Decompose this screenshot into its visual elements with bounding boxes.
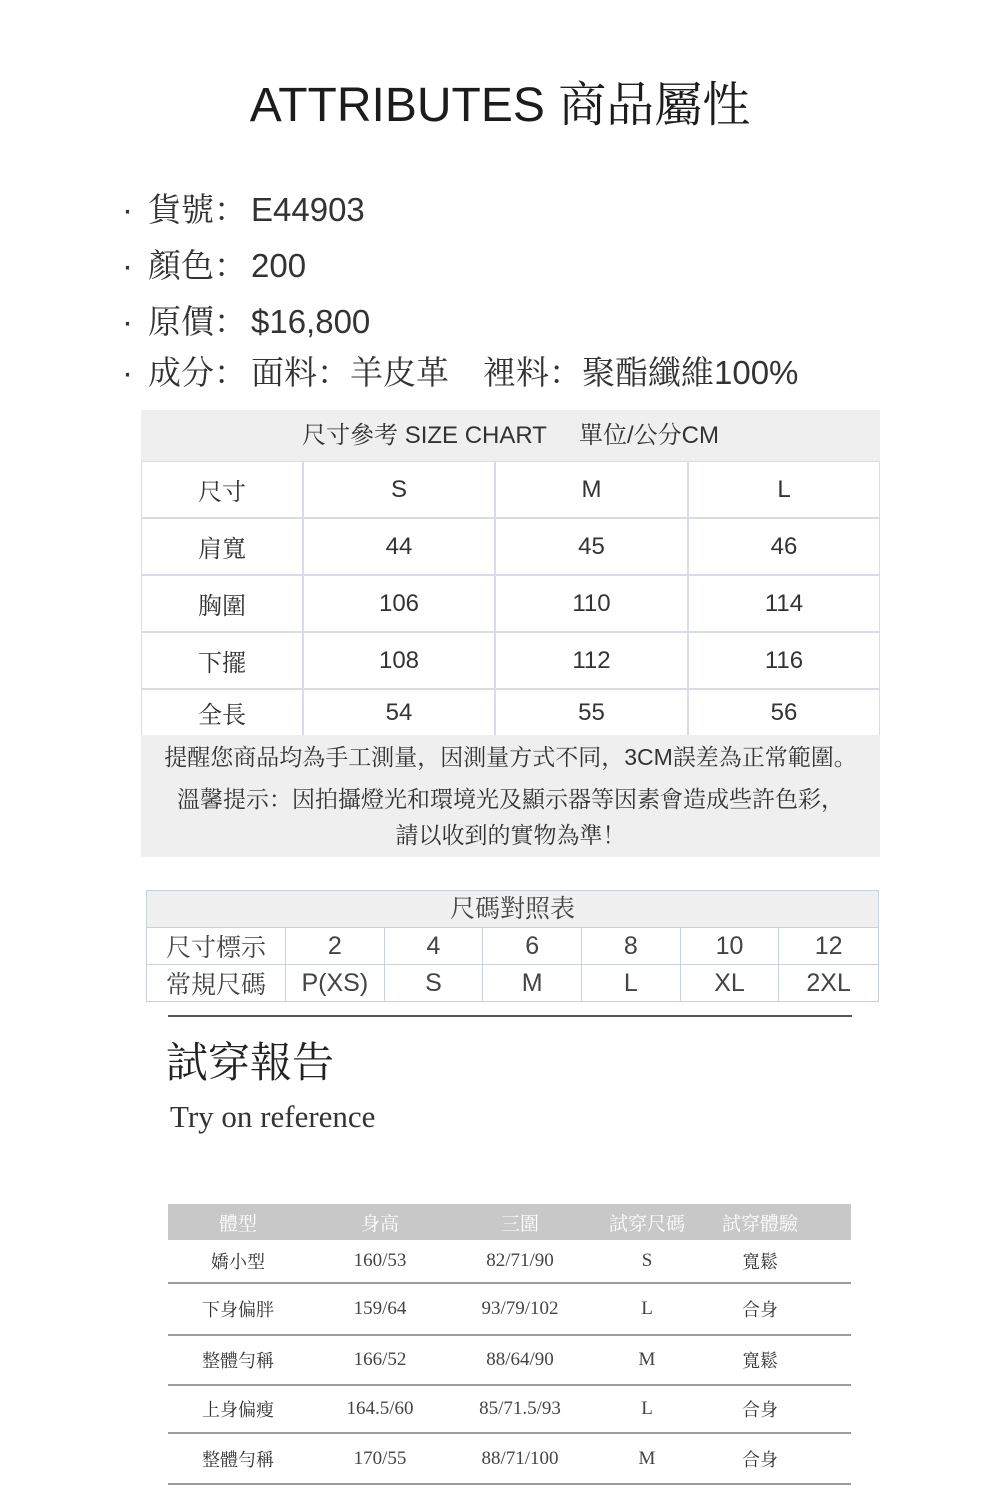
size-chart-value: 108	[304, 633, 494, 688]
attribute-value: E44903	[251, 191, 365, 228]
measurements: 93/79/102	[481, 1298, 559, 1319]
table-row	[168, 1336, 851, 1386]
size-chart-header-cell: L	[689, 462, 879, 517]
size-conversion-cell: 2XL	[806, 968, 851, 997]
table-row	[168, 1240, 851, 1284]
size-chart-unit: 單位/公分CM	[578, 422, 719, 449]
size-conversion-cell: P(XS)	[286, 965, 385, 1001]
attribute-label: 成分：	[148, 354, 247, 391]
section-divider	[168, 1015, 852, 1017]
size-chart-header	[141, 410, 880, 461]
size-chart-value: 110	[496, 576, 687, 631]
size-conversion-cell: L	[582, 965, 681, 1001]
attribute-value: $16,800	[251, 303, 371, 340]
body-type: 嬌小型	[211, 1252, 265, 1272]
size-chart-value: 112	[496, 633, 687, 688]
attribute-label: 顏色：	[148, 247, 247, 284]
height-weight: 159/64	[353, 1298, 407, 1319]
size-chart-table	[141, 461, 880, 735]
try-on-header-row	[168, 1204, 851, 1240]
size-chart-row-label: 下擺	[142, 633, 302, 688]
try-on-subtitle: Try on reference	[170, 1099, 376, 1134]
try-on-title: 試穿報告	[166, 1039, 335, 1086]
color-note-line-1: 溫馨提示：因拍攝燈光和環境光及顯示器等因素會造成些許色彩，	[177, 786, 844, 812]
size-chart-value: 56	[689, 690, 879, 735]
bullet-icon: ·	[122, 191, 133, 228]
measurements: 85/71.5/93	[479, 1398, 561, 1419]
size-chart-header-cell: 尺寸	[142, 462, 302, 517]
height-weight: 166/52	[353, 1349, 407, 1370]
attribute-item-color	[122, 243, 306, 289]
attribute-value-lining: 裡料：聚酯纖維100%	[483, 354, 799, 391]
size-conversion-cell: XL	[681, 965, 780, 1001]
attribute-value: 200	[251, 247, 307, 284]
fit-experience: 合身	[742, 1400, 778, 1420]
size-conversion-row-label: 尺寸標示	[147, 928, 286, 965]
size-conversion-cell: 6	[483, 928, 582, 965]
bullet-icon: ·	[122, 247, 133, 284]
attribute-label: 貨號：	[148, 191, 247, 228]
size-chart-row-label: 全長	[142, 690, 302, 735]
measurements: 82/71/90	[486, 1250, 554, 1271]
body-type: 下身偏胖	[202, 1300, 274, 1320]
tried-size: L	[641, 1298, 653, 1319]
tried-size: L	[641, 1398, 653, 1419]
try-on-column-header: 體型	[218, 1213, 257, 1235]
size-chart-value: 54	[304, 690, 494, 735]
try-on-column-header: 試穿體驗	[721, 1213, 798, 1235]
attribute-item-sku	[122, 187, 365, 233]
size-chart-value: 44	[304, 519, 494, 574]
size-conversion-cell: 8	[582, 928, 681, 965]
attribute-value-outer: 面料：羊皮革	[251, 354, 449, 391]
color-note-line-2: 請以收到的實物為準！	[395, 822, 626, 848]
size-chart-header-cell: S	[304, 462, 494, 517]
height-weight: 160/53	[353, 1250, 407, 1271]
page-title: ATTRIBUTES 商品屬性	[249, 79, 751, 132]
fit-experience: 合身	[742, 1449, 778, 1470]
body-type: 整體勻稱	[202, 1351, 274, 1371]
attribute-item-price	[122, 299, 370, 345]
bullet-icon: ·	[122, 303, 133, 340]
size-conversion-cell: 2	[286, 928, 385, 965]
measurements: 88/71/100	[481, 1447, 559, 1469]
size-conversion-cell: S	[385, 965, 484, 1001]
size-chart-value: 46	[689, 519, 879, 574]
height-weight: 164.5/60	[346, 1398, 414, 1419]
tried-size: S	[641, 1250, 653, 1271]
size-conversion-cell: 10	[681, 928, 780, 965]
measurements: 88/64/90	[486, 1349, 554, 1370]
size-conversion-table	[146, 890, 879, 1002]
attribute-item-material	[122, 350, 798, 396]
fit-experience: 合身	[742, 1300, 778, 1320]
size-conversion-cell: 4	[385, 928, 484, 965]
size-chart-value: 45	[496, 519, 687, 574]
attribute-label: 原價：	[148, 303, 247, 340]
bullet-icon: ·	[122, 354, 133, 391]
tried-size: M	[638, 1447, 656, 1469]
body-type: 整體勻稱	[202, 1449, 274, 1470]
try-on-column-header: 試穿尺碼	[608, 1213, 685, 1235]
body-type: 上身偏瘦	[202, 1400, 274, 1420]
size-conversion-cell: M	[483, 965, 582, 1001]
size-chart-row-label: 胸圍	[142, 576, 302, 631]
size-chart-title: 尺寸參考 SIZE CHART	[302, 422, 547, 449]
size-conversion-title: 尺碼對照表	[147, 891, 878, 928]
size-chart-value: 55	[496, 690, 687, 735]
fit-experience: 寬鬆	[742, 1252, 778, 1272]
size-conversion-cell: 12	[779, 928, 878, 965]
size-chart-value: 106	[304, 576, 494, 631]
table-row	[168, 1434, 851, 1485]
size-chart-header-cell: M	[496, 462, 687, 517]
table-row	[168, 1386, 851, 1434]
size-chart-value: 116	[689, 633, 879, 688]
tried-size: M	[638, 1349, 656, 1370]
try-on-column-header: 身高	[360, 1213, 399, 1235]
height-weight: 170/55	[353, 1447, 407, 1469]
table-row	[168, 1284, 851, 1336]
size-conversion-row-label: 常規尺碼	[147, 965, 286, 1001]
size-chart	[141, 410, 880, 857]
try-on-table	[168, 1204, 851, 1485]
try-on-column-header: 三圍	[500, 1213, 539, 1235]
size-chart-value: 114	[689, 576, 879, 631]
fit-experience: 寬鬆	[742, 1351, 778, 1371]
measurement-note: 提醒您商品均為手工測量，因測量方式不同，3CM誤差為正常範圍。	[164, 744, 857, 770]
size-chart-row-label: 肩寬	[142, 519, 302, 574]
